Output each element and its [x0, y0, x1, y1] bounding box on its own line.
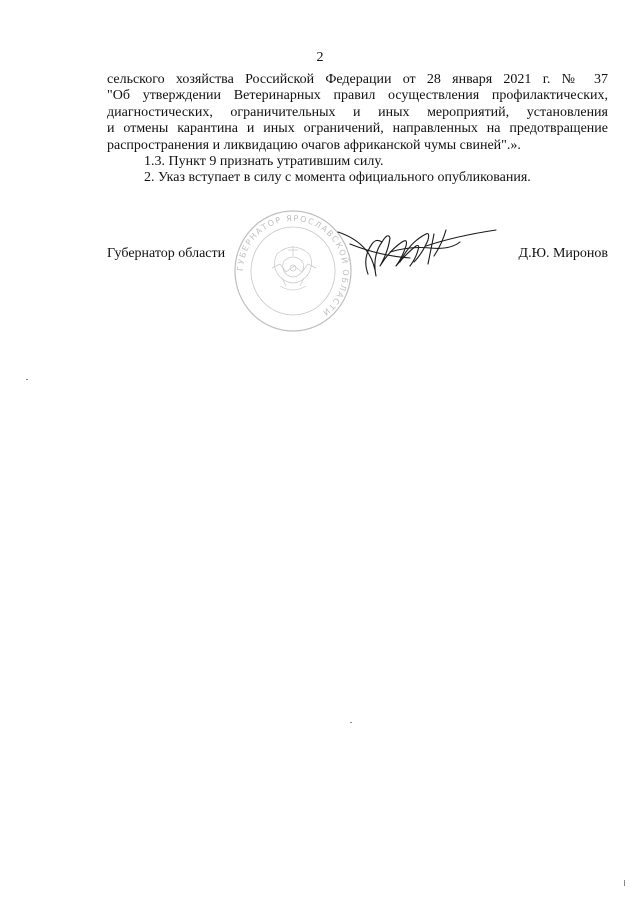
item-1-3: 1.3. Пункт 9 признать утратившим силу.: [144, 154, 384, 170]
text-line-4: и отмены карантина и иных ограничений, направленных на предотвращение: [107, 121, 608, 137]
item-2: 2. Указ вступает в силу с момента официального опубликования.: [144, 170, 531, 186]
signatory-name: Д.Ю. Миронов: [518, 246, 608, 261]
text-line-2: "Об утверждении Ветеринарных правил осуществления профилактических,: [107, 88, 608, 104]
svg-text:ГУБЕРНАТОР ЯРОСЛАВСКОЙ ОБЛАСТИ: ГУБЕРНАТОР ЯРОСЛАВСКОЙ ОБЛАСТИ: [235, 213, 351, 318]
text-line-3: диагностических, ограничительных и иных мероприятий, установления: [107, 104, 608, 120]
scan-speck: [26, 379, 28, 380]
paragraph-continuation: [107, 72, 608, 154]
text-line-1: сельского хозяйства Российской Федерации от 28 января 2021 г. № 37: [107, 72, 608, 87]
document-body: [107, 72, 608, 187]
scan-speck: [350, 722, 352, 723]
scan-speck: [624, 880, 625, 886]
handwritten-signature: [330, 222, 510, 288]
page-number: 2: [316, 50, 324, 65]
position-title: Губернатор области: [107, 246, 226, 261]
text-line-5: распространения и ликвидацию очагов африканской чумы свиней".».: [107, 137, 521, 153]
